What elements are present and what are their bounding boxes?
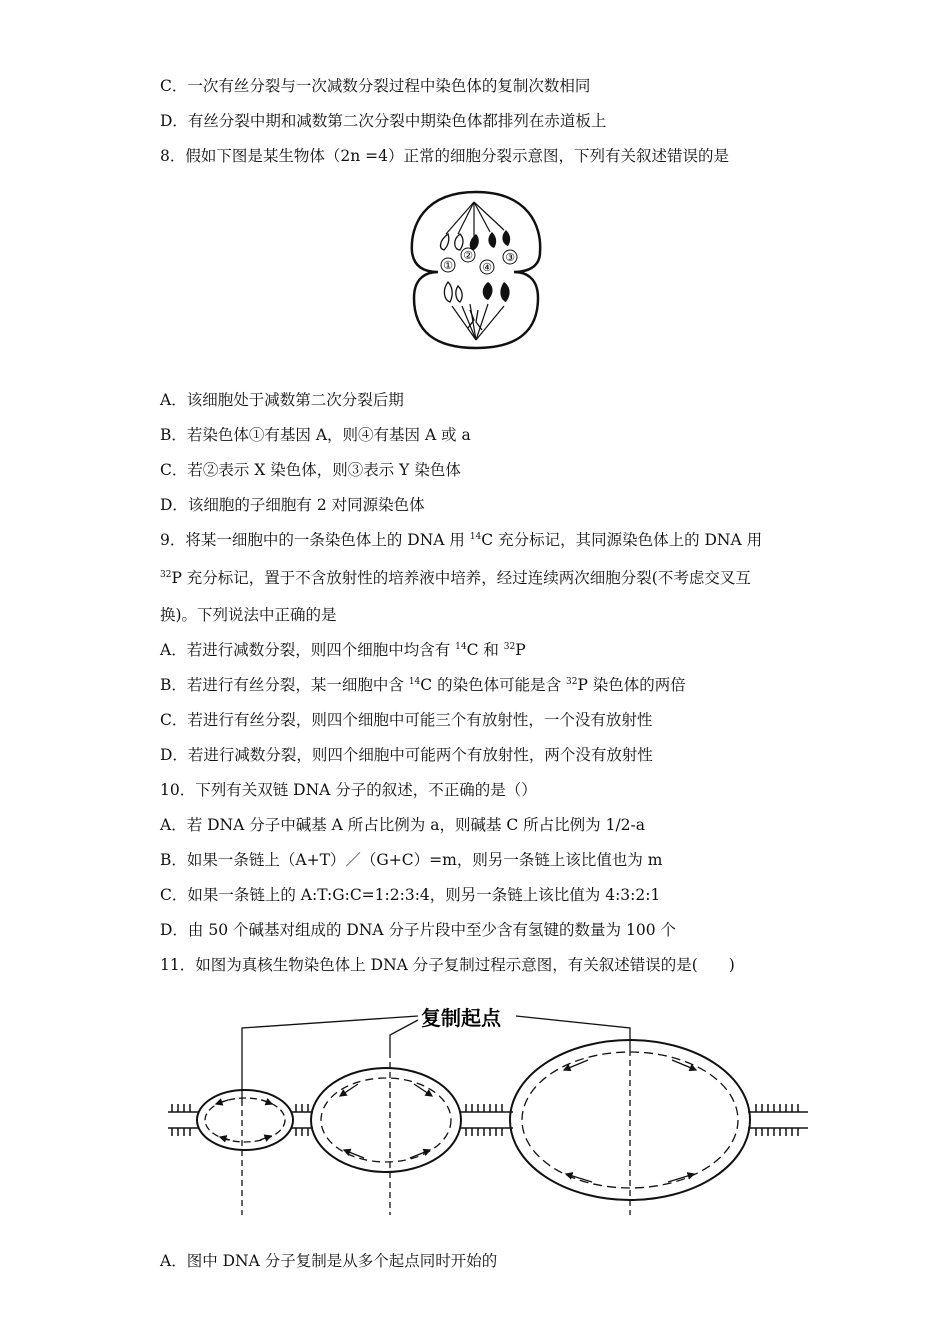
q11-stem: 11．如图为真核生物染色体上 DNA 分子复制过程示意图，有关叙述错误的是( ) (160, 956, 735, 974)
chromosome-label-1: ① (443, 259, 453, 272)
chromosome-label-3: ③ (505, 251, 515, 264)
q8-option-a: A．该细胞处于减数第二次分裂后期 (160, 391, 404, 409)
q8-option-b: B．若染色体①有基因 A，则④有基因 A 或 a (160, 426, 471, 444)
q9-stem-line1: 9．将某一细胞中的一条染色体上的 DNA 用 $^{14}$C 充分标记，其同源染色体上的 DNA 用 (160, 531, 763, 549)
q10-option-a: A．若 DNA 分子中碱基 A 所占比例为 a，则碱基 C 所占比例为 1/2-a (160, 816, 646, 834)
q9-stem-line3: 换)。下列说法中正确的是 (160, 606, 337, 624)
q11-option-a: A．图中 DNA 分子复制是从多个起点同时开始的 (160, 1252, 498, 1270)
replication-origin-label: 复制起点 (421, 1006, 501, 1030)
q10-option-b: B．如果一条链上（A+T）／（G+C）=m，则另一条链上该比值也为 m (160, 851, 663, 869)
q8-stem: 8．假如下图是某生物体（2n =4）正常的细胞分裂示意图，下列有关叙述错误的是 (160, 147, 729, 165)
q10-stem: 10．下列有关双链 DNA 分子的叙述，不正确的是（） (160, 781, 537, 799)
q10-option-d: D．由 50 个碱基对组成的 DNA 分子片段中至少含有氢键的数量为 100 个 (160, 921, 676, 939)
q7-option-c: C．一次有丝分裂与一次减数分裂过程中染色体的复制次数相同 (160, 77, 591, 95)
q9-option-a: A．若进行减数分裂，则四个细胞中均含有 $^{14}$C 和 $^{32}$P (160, 641, 526, 659)
q9-option-b: B．若进行有丝分裂，某一细胞中含 $^{14}$C 的染色体可能是含 $^{32}$P 染色体的两倍 (160, 676, 686, 694)
q8-option-c: C．若②表示 X 染色体，则③表示 Y 染色体 (160, 461, 461, 479)
q9-option-c: C．若进行有丝分裂，则四个细胞中可能三个有放射性，一个没有放射性 (160, 711, 653, 729)
dna-replication-figure (168, 1000, 813, 1220)
chromosome-label-4: ④ (482, 261, 492, 274)
chromosome-label-2: ② (463, 249, 473, 262)
q8-option-d: D．该细胞的子细胞有 2 对同源染色体 (160, 496, 425, 514)
q9-option-d: D．若进行减数分裂，则四个细胞中可能两个有放射性，两个没有放射性 (160, 746, 653, 764)
cell-division-figure (408, 182, 544, 354)
q9-stem-line2: $^{32}$P 充分标记，置于不含放射性的培养液中培养，经过连续两次细胞分裂(不考虑交叉互 (160, 569, 751, 587)
q7-option-d: D．有丝分裂中期和减数第二次分裂中期染色体都排列在赤道板上 (160, 112, 607, 130)
q10-option-c: C．如果一条链上的 A:T:G:C=1:2:3:4，则另一条链上该比值为 4:3:2:1 (160, 886, 661, 904)
